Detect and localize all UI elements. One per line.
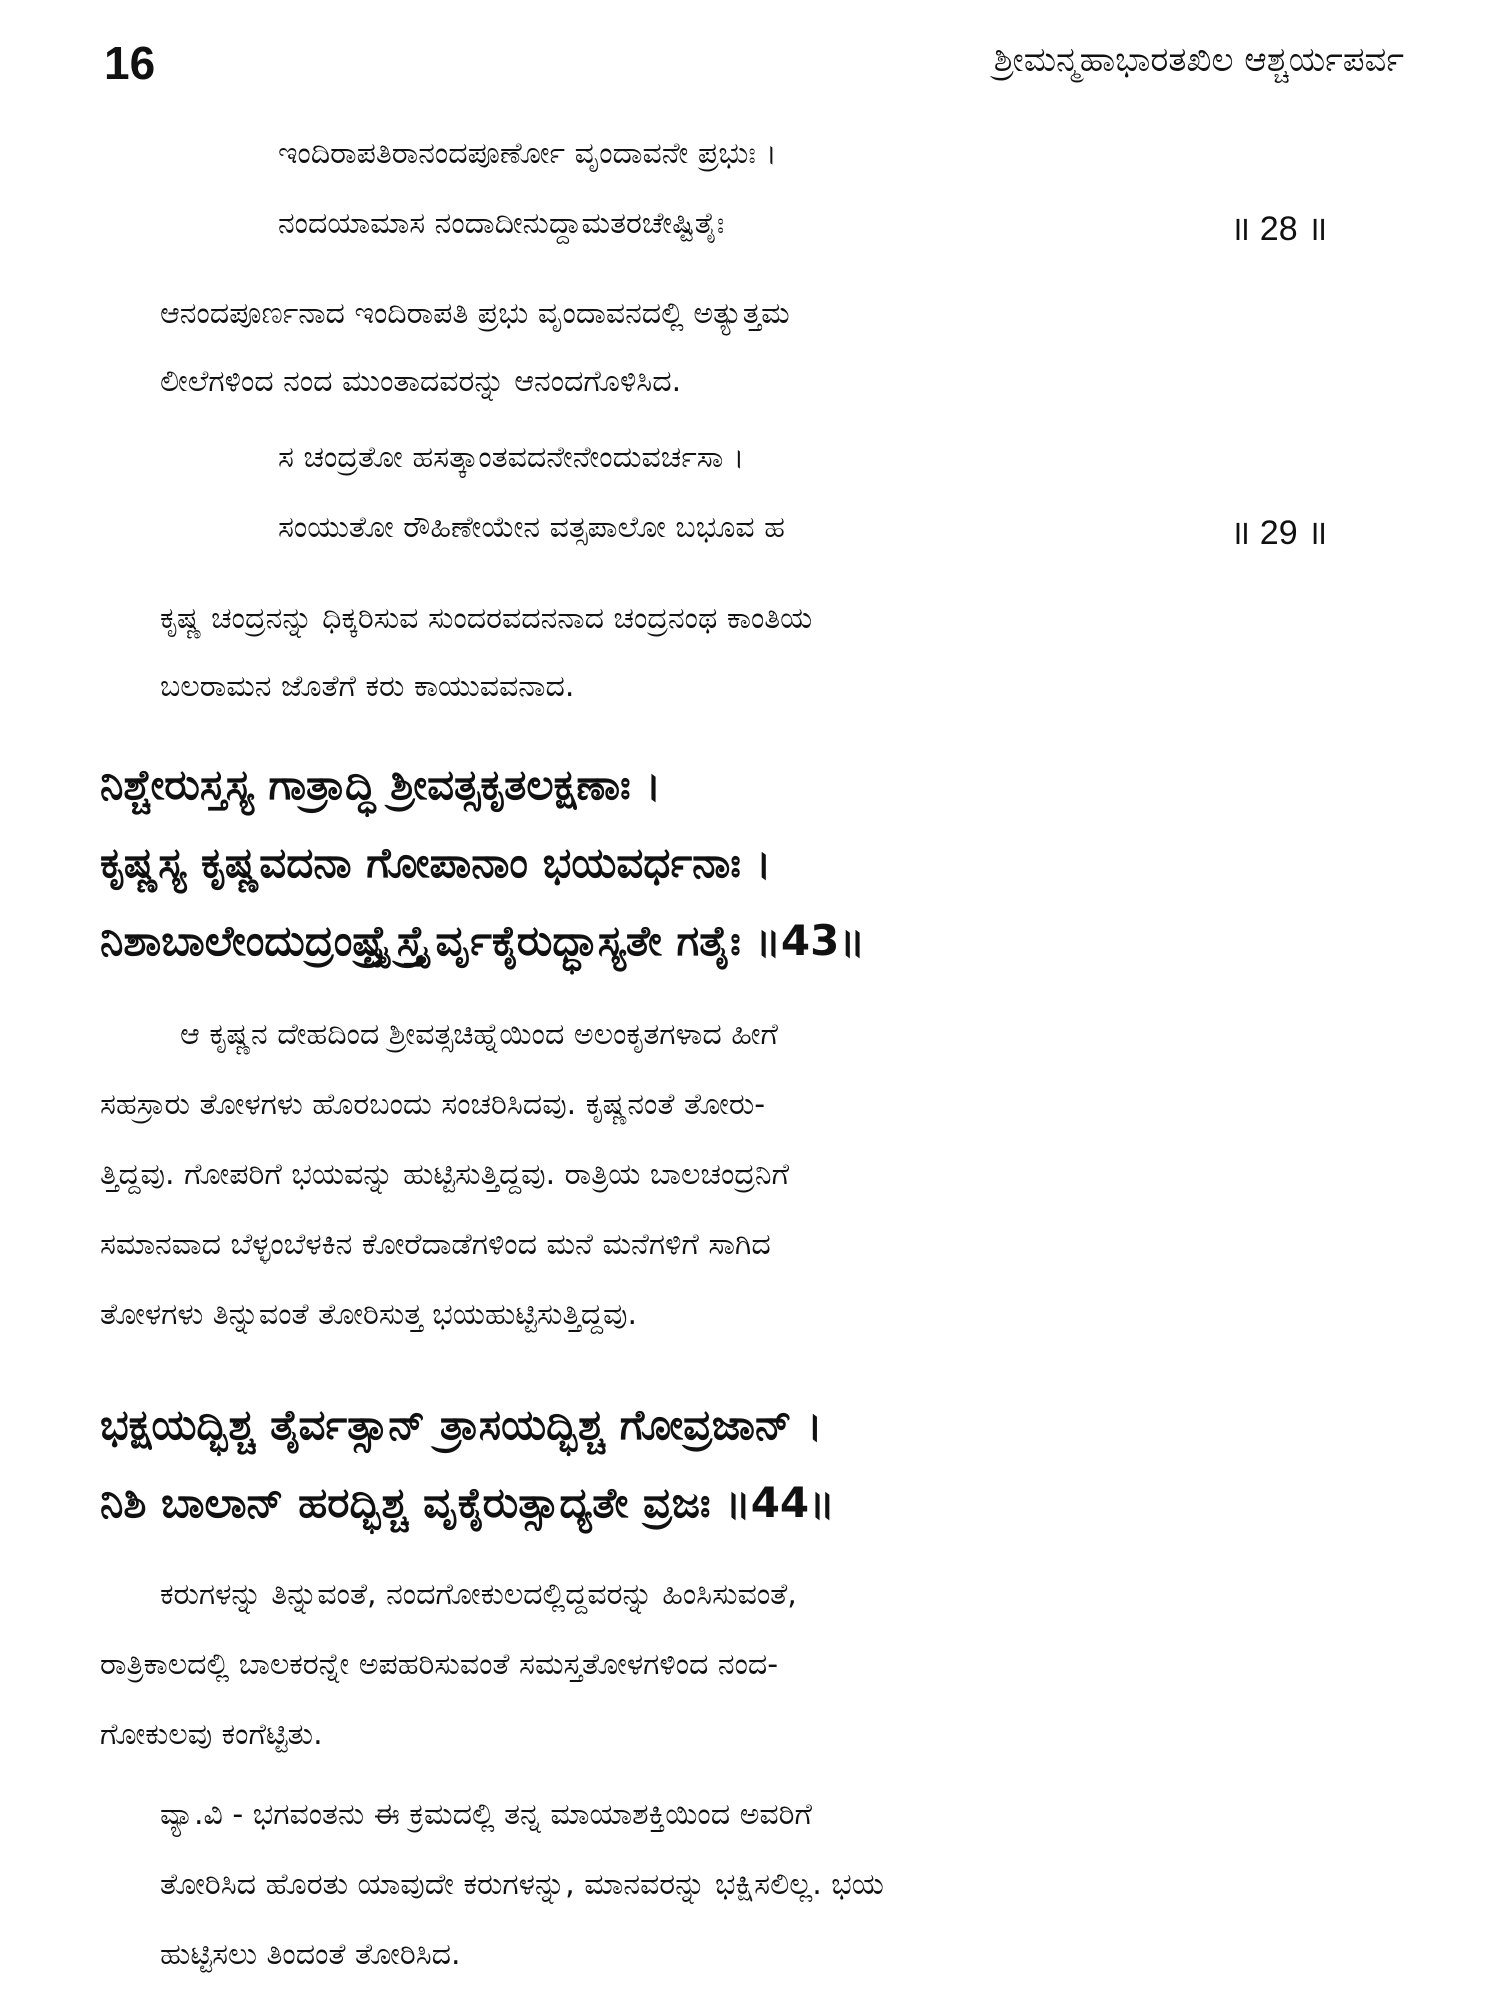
verse-number: ॥ 28 ॥ [1230, 210, 1328, 248]
paragraph-line: ಬಲರಾಮನ ಜೊತೆಗೆ ಕರು ಕಾಯುವವನಾದ. [160, 669, 575, 704]
meaning-paragraph-43 [100, 1000, 1410, 1350]
paragraph-line: ತೋರಿಸಿದ ಹೊರತು ಯಾವುದೇ ಕರುಗಳನ್ನು, ಮಾನವರನ್ನು ಭಕ್ಷಿಸಲಿಲ್ಲ. ಭಯ [160, 1867, 884, 1902]
verse-28 [278, 136, 1368, 246]
verse-line: ನಿಶಾಬಾಲೇಂದುದ್ರಂಷ್ಟ್ರೈಸ್ತ್ರೈರ್ವೃಕೈರುಧ್ಧಾಸ್ಯತೇ ಗತೈಃ ॥43॥ [100, 916, 865, 965]
verse-44 [100, 1400, 1400, 1540]
paragraph-line: ಗೋಕುಲವು ಕಂಗೆಟ್ಟಿತು. [100, 1717, 323, 1752]
page-header [104, 36, 1404, 106]
verse-line: ಕೃಷ್ಣಸ್ಯ ಕೃಷ್ಣವದನಾ ಗೋಪಾನಾಂ ಭಯವರ್ಧನಾಃ । [100, 838, 772, 887]
paragraph-line: ಸಹಸ್ರಾರು ತೋಳಗಳು ಹೊರಬಂದು ಸಂಚರಿಸಿದವು. ಕೃಷ್ಣನಂತೆ ತೋರು- [100, 1087, 766, 1122]
paragraph-line: ವ್ಯಾ.ವಿ - ಭಗವಂತನು ಈ ಕ್ರಮದಲ್ಲಿ ತನ್ನ ಮಾಯಾಶಕ್ತಿಯಿಂದ ಅವರಿಗೆ [160, 1797, 812, 1832]
paragraph-line: ಕರುಗಳನ್ನು ತಿನ್ನುವಂತೆ, ನಂದಗೋಕುಲದಲ್ಲಿದ್ದವರನ್ನು ಹಿಂಸಿಸುವಂತೆ, [160, 1577, 797, 1612]
paragraph-line: ತ್ತಿದ್ದವು. ಗೋಪರಿಗೆ ಭಯವನ್ನು ಹುಟ್ಟಿಸುತ್ತಿದ್ದವು. ರಾತ್ರಿಯ ಬಾಲಚಂದ್ರನಿಗೆ [100, 1157, 790, 1192]
verse-number: ॥ 29 ॥ [1230, 514, 1328, 552]
verse-line: ನಿಶ್ಚೇರುಸ್ತಸ್ಯ ಗಾತ್ರಾದ್ಧಿ ಶ್ರೀವತ್ಸಕೃತಲಕ್ಷಣಾಃ । [100, 760, 662, 809]
paragraph-line: ತೋಳಗಳು ತಿನ್ನುವಂತೆ ತೋರಿಸುತ್ತ ಭಯಹುಟ್ಟಿಸುತ್ತಿದ್ದವು. [100, 1297, 638, 1332]
verse-line: ಸ ಚಂದ್ರತೋ ಹಸತ್ಕಾಂತವದನೇನೇಂದುವರ್ಚಸಾ । [278, 440, 745, 475]
verse-29 [278, 440, 1368, 550]
paragraph-line: ಆ ಕೃಷ್ಣನ ದೇಹದಿಂದ ಶ್ರೀವತ್ಸಚಿಹ್ನೆಯಿಂದ ಅಲಂಕೃತಗಳಾದ ಹೀಗೆ [180, 1017, 778, 1052]
verse-line: ಭಕ್ಷಯದ್ಭಿಶ್ಚ ತೈರ್ವತ್ಸಾನ್ ತ್ರಾಸಯದ್ಭಿಶ್ಚ ಗೋವ್ರಜಾನ್ । [100, 1400, 823, 1449]
commentary-paragraph [160, 1780, 1410, 1990]
running-title: ಶ್ರೀಮನ್ಮಹಾಭಾರತಖಿಲ ಆಶ್ಚರ್ಯಪರ್ವ [993, 40, 1404, 80]
page-number: 16 [104, 37, 156, 89]
meaning-paragraph-29 [160, 585, 1410, 721]
paragraph-line: ಲೀಲೆಗಳಿಂದ ನಂದ ಮುಂತಾದವರನ್ನು ಆನಂದಗೊಳಿಸಿದ. [160, 364, 682, 399]
paragraph-line: ಆನಂದಪೂರ್ಣನಾದ ಇಂದಿರಾಪತಿ ಪ್ರಭು ವೃಂದಾವನದಲ್ಲಿ ಅತ್ಯುತ್ತಮ [160, 296, 790, 331]
paragraph-line: ಹುಟ್ಟಿಸಲು ತಿಂದಂತೆ ತೋರಿಸಿದ. [160, 1937, 461, 1972]
verse-line: ಇಂದಿರಾಪತಿರಾನಂದಪೂರ್ಣೋ ವೃಂದಾವನೇ ಪ್ರಭುಃ । [278, 136, 777, 171]
paragraph-line: ಸಮಾನವಾದ ಬೆಳ್ಳಂಬೆಳಕಿನ ಕೋರೆದಾಡೆಗಳಿಂದ ಮನೆ ಮನೆಗಳಿಗೆ ಸಾಗಿದ [100, 1227, 771, 1262]
verse-line: ನಿಶಿ ಬಾಲಾನ್ ಹರದ್ಭಿಶ್ಚ ವೃಕೈರುತ್ಸಾದ್ಯತೇ ವ್ರಜಃ ॥44॥ [100, 1478, 835, 1527]
meaning-paragraph-44 [100, 1560, 1410, 1770]
verse-line: ನಂದಯಾಮಾಸ ನಂದಾದೀನುದ್ದಾಮತರಚೇಷ್ಟಿತೈಃ [278, 206, 725, 241]
verse-line: ಸಂಯುತೋ ರೌಹಿಣೇಯೇನ ವತ್ಸಪಾಲೋ ಬಭೂವ ಹ [278, 510, 785, 545]
verse-43 [100, 760, 1400, 970]
paragraph-line: ಕೃಷ್ಣ ಚಂದ್ರನನ್ನು ಧಿಕ್ಕರಿಸುವ ಸುಂದರವದನನಾದ ಚಂದ್ರನಂಥ ಕಾಂತಿಯ [160, 601, 813, 636]
meaning-paragraph-28 [160, 280, 1410, 416]
paragraph-line: ರಾತ್ರಿಕಾಲದಲ್ಲಿ ಬಾಲಕರನ್ನೇ ಅಪಹರಿಸುವಂತೆ ಸಮಸ್ತತೋಳಗಳಿಂದ ನಂದ- [100, 1647, 779, 1682]
